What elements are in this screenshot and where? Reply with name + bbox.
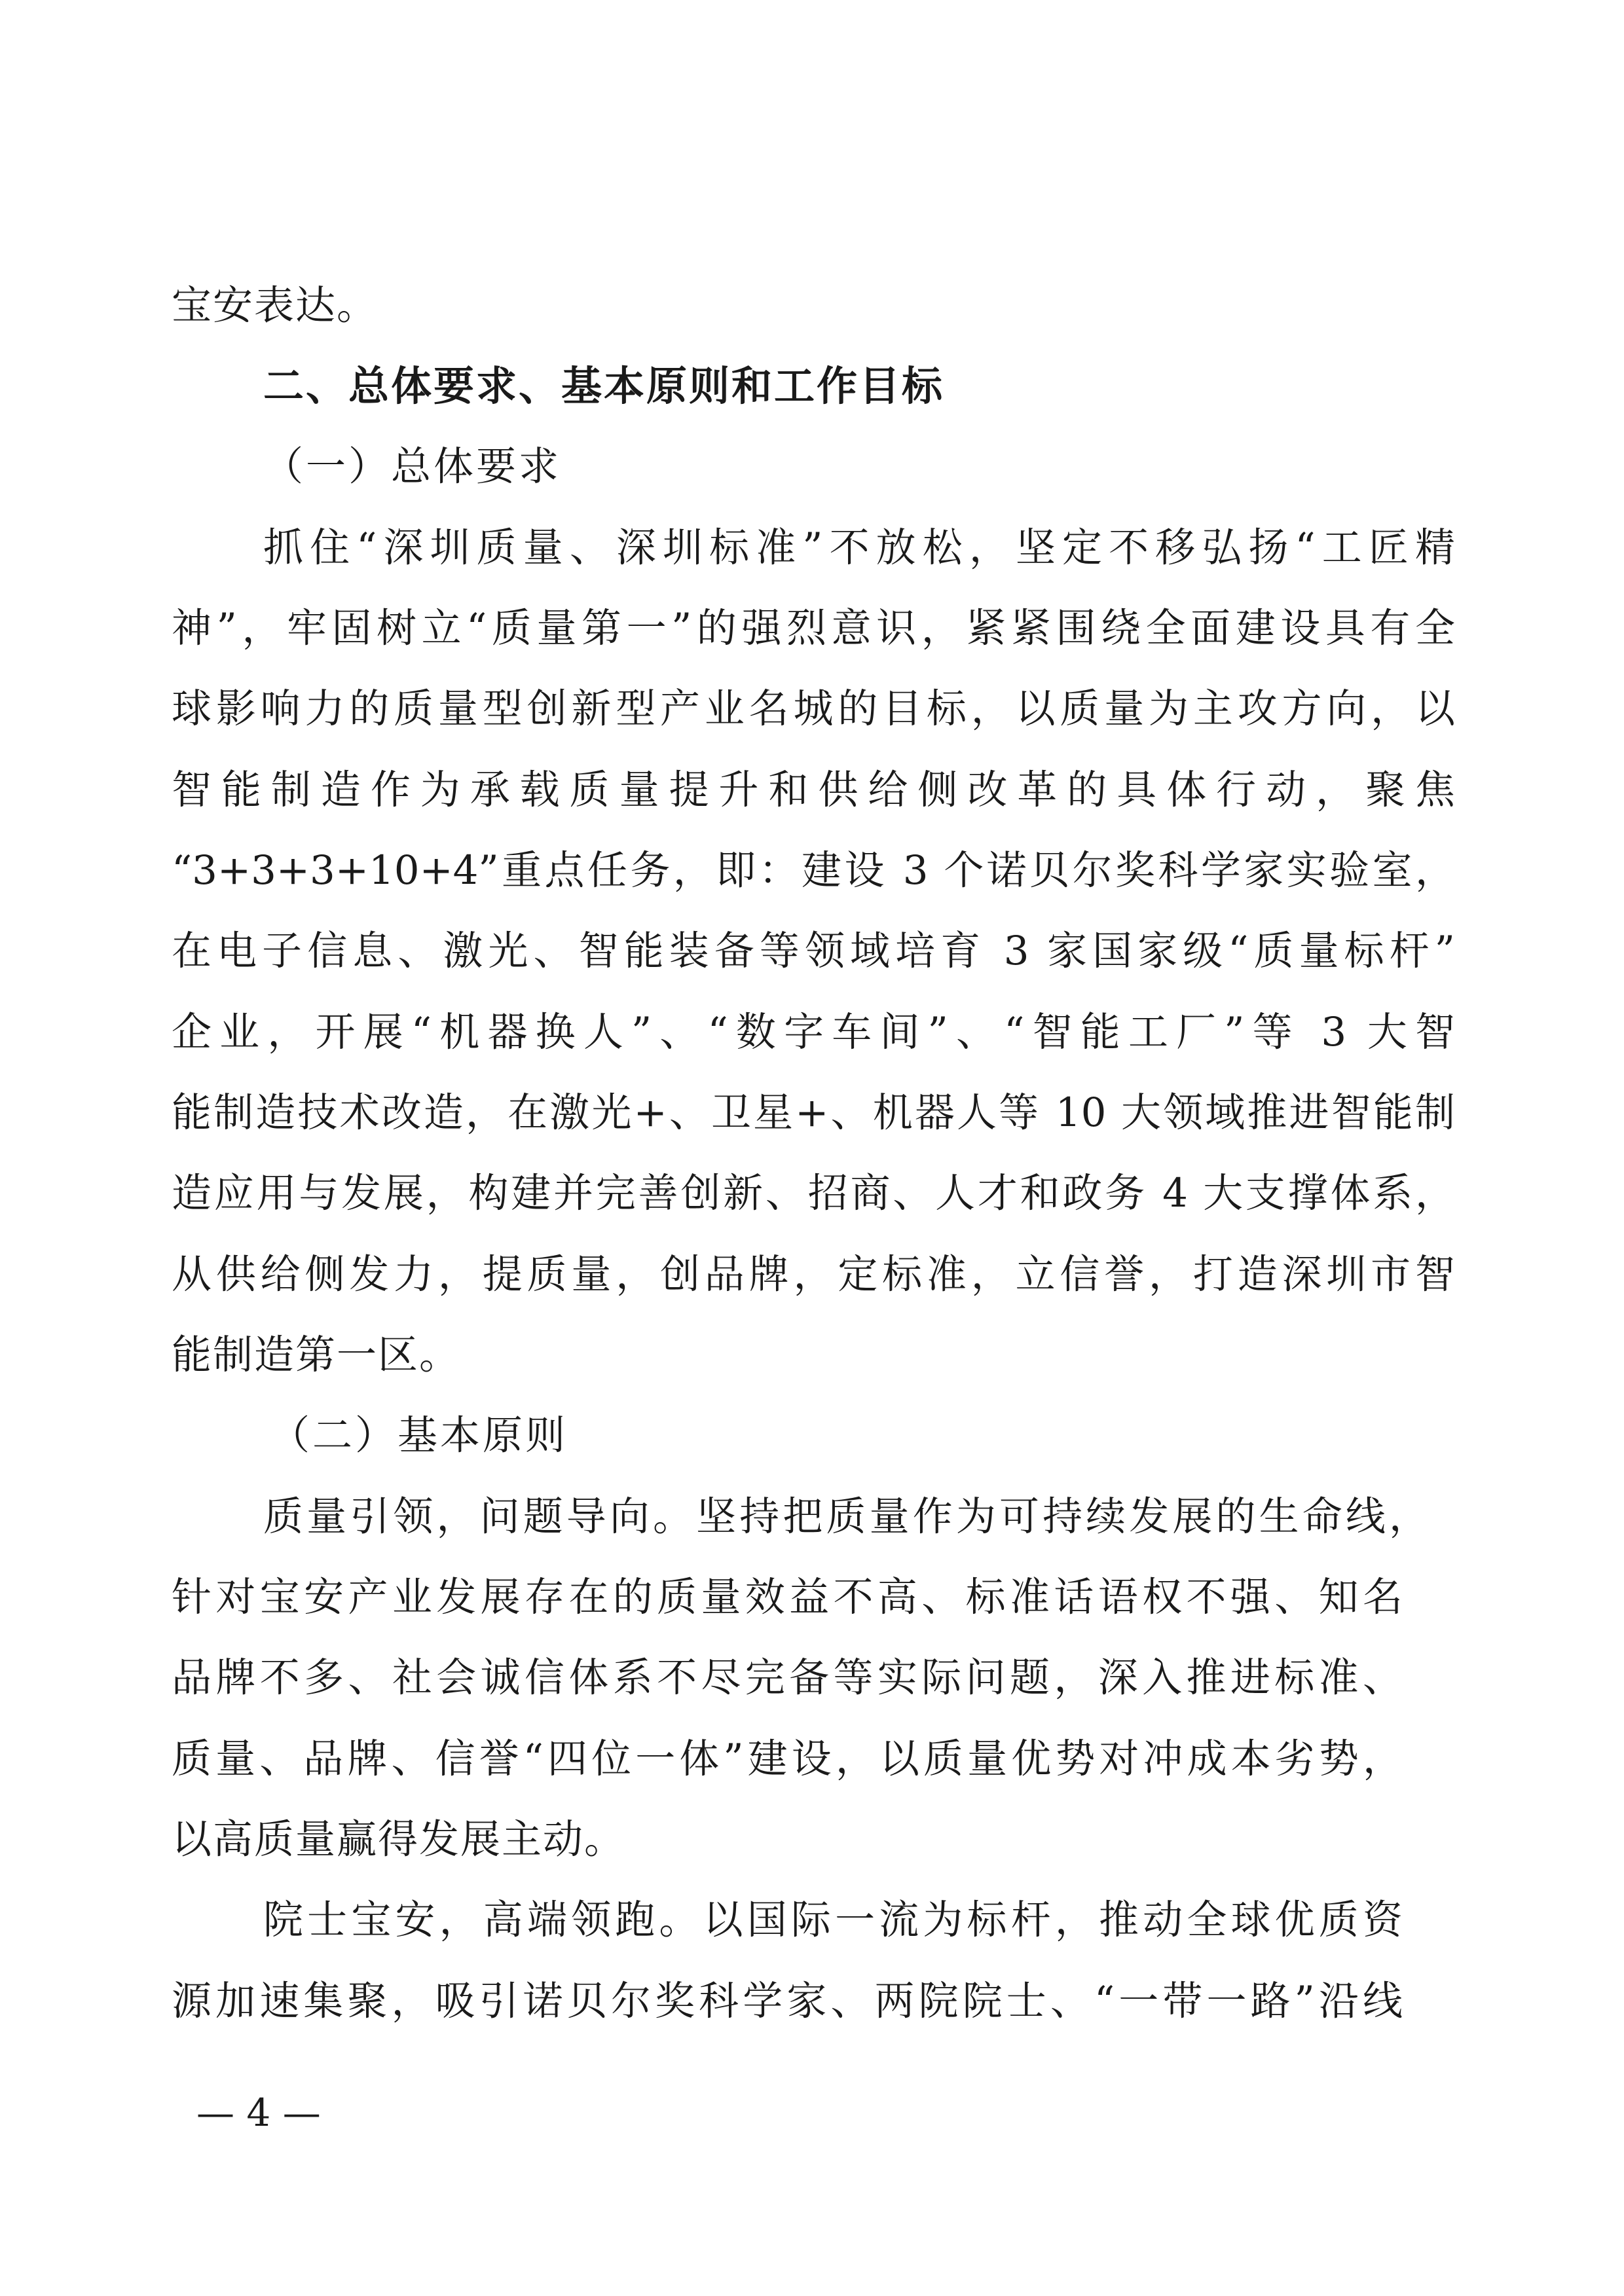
body-text-line: 造应用与发展，构建并完善创新、招商、人才和政务 4 大支撑体系， — [172, 1170, 1455, 1216]
body-text-line: 智能制造作为承载质量提升和供给侧改革的具体行动，聚焦 — [172, 767, 1455, 813]
body-text-line: 品牌不多、社会诚信体系不尽完备等实际问题，深入推进标准、 — [172, 1654, 1403, 1701]
body-text-line: 企业，开展“机器换人”、“数字车间”、“智能工厂”等 3 大智 — [172, 1009, 1455, 1055]
body-text-line: 质量、品牌、信誉“四位一体”建设，以质量优势对冲成本劣势， — [172, 1736, 1403, 1782]
body-text-line: 源加速集聚，吸引诺贝尔奖科学家、两院院士、“一带一路”沿线 — [172, 1978, 1403, 2024]
body-text-line: 从供给侧发力，提质量，创品牌，定标准，立信誉，打造深圳市智 — [172, 1251, 1455, 1298]
subsection-heading: （一）总体要求 — [263, 443, 562, 490]
body-text-line: 以高质量赢得发展主动。 — [172, 1816, 626, 1863]
body-text-line: “3+3+3+10+4”重点任务，即：建设 3 个诺贝尔奖科学家实验室， — [172, 847, 1455, 894]
page-number: — 4 — — [196, 2090, 321, 2135]
body-text-line: 神”，牢固树立“质量第一”的强烈意识，紧紧围绕全面建设具有全 — [172, 605, 1455, 651]
body-text-line: 球影响力的质量型创新型产业名城的目标，以质量为主攻方向，以 — [172, 685, 1455, 732]
body-text-line: 质量引领，问题导向。坚持把质量作为可持续发展的生命线， — [263, 1493, 1429, 1540]
subsection-heading: （二）基本原则 — [270, 1412, 568, 1459]
body-text-line: 在电子信息、激光、智能装备等领域培育 3 家国家级“质量标杆” — [172, 928, 1455, 974]
body-text-line: 宝安表达。 — [172, 282, 378, 329]
body-text-line: 抓住“深圳质量、深圳标准”不放松，坚定不移弘扬“工匠精 — [263, 524, 1455, 571]
body-text-line: 院士宝安，高端领跑。以国际一流为标杆，推动全球优质资 — [263, 1897, 1403, 1943]
body-text-line: 能制造技术改造，在激光+、卫星+、机器人等 10 大领域推进智能制 — [172, 1089, 1455, 1136]
body-text-line: 能制造第一区。 — [172, 1332, 461, 1378]
body-text-line: 针对宝安产业发展存在的质量效益不高、标准话语权不强、知名 — [172, 1574, 1403, 1620]
section-heading: 二、总体要求、基本原则和工作目标 — [263, 362, 945, 410]
